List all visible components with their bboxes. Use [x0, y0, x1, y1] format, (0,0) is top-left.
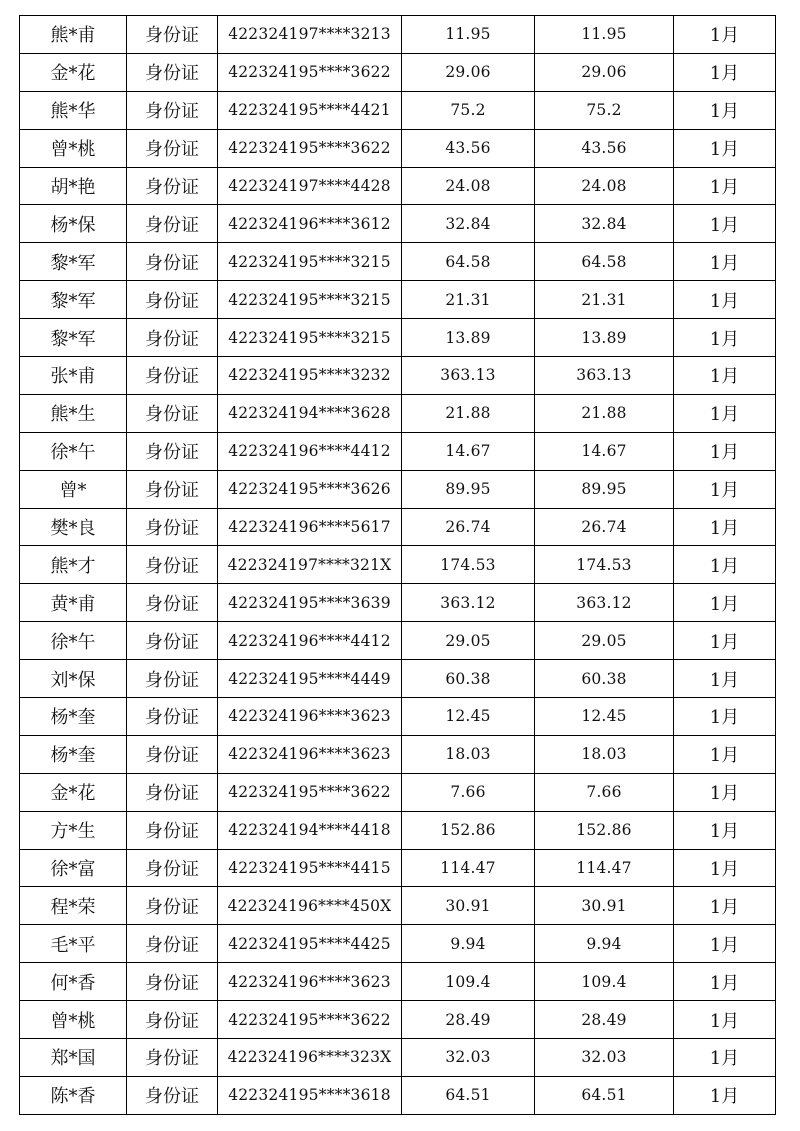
cell-doc-type: 身份证 [127, 1076, 218, 1114]
cell-doc-type: 身份证 [127, 698, 218, 736]
cell-id-number: 422324196****3623 [218, 698, 402, 736]
cell-month: 1月 [674, 91, 776, 129]
table-row [20, 53, 776, 91]
cell-amount-paid: 18.03 [535, 735, 674, 773]
cell-amount: 7.66 [402, 773, 535, 811]
cell-month: 1月 [674, 773, 776, 811]
cell-doc-type: 身份证 [127, 205, 218, 243]
cell-doc-type: 身份证 [127, 470, 218, 508]
cell-name: 何*香 [20, 963, 127, 1001]
cell-amount: 32.03 [402, 1039, 535, 1077]
cell-amount-paid: 152.86 [535, 811, 674, 849]
cell-name: 熊*生 [20, 394, 127, 432]
table-row [20, 129, 776, 167]
cell-amount-paid: 24.08 [535, 167, 674, 205]
table-row [20, 470, 776, 508]
cell-id-number: 422324195****3622 [218, 773, 402, 811]
cell-name: 金*花 [20, 773, 127, 811]
cell-amount-paid: 11.95 [535, 16, 674, 54]
table-row [20, 394, 776, 432]
table-row [20, 584, 776, 622]
cell-doc-type: 身份证 [127, 1039, 218, 1077]
cell-amount: 363.13 [402, 357, 535, 395]
cell-id-number: 422324195****3626 [218, 470, 402, 508]
cell-amount: 12.45 [402, 698, 535, 736]
table-row [20, 698, 776, 736]
table-row [20, 811, 776, 849]
subsidy-table [19, 15, 776, 1115]
cell-id-number: 422324195****3215 [218, 243, 402, 281]
cell-amount-paid: 60.38 [535, 660, 674, 698]
cell-doc-type: 身份证 [127, 546, 218, 584]
cell-name: 方*生 [20, 811, 127, 849]
cell-doc-type: 身份证 [127, 773, 218, 811]
cell-id-number: 422324195****3622 [218, 53, 402, 91]
cell-amount-paid: 21.88 [535, 394, 674, 432]
cell-doc-type: 身份证 [127, 735, 218, 773]
table-row [20, 773, 776, 811]
cell-amount: 14.67 [402, 432, 535, 470]
table-row [20, 1001, 776, 1039]
cell-month: 1月 [674, 660, 776, 698]
cell-id-number: 422324194****4418 [218, 811, 402, 849]
cell-amount: 363.12 [402, 584, 535, 622]
cell-id-number: 422324196****3623 [218, 963, 402, 1001]
cell-month: 1月 [674, 205, 776, 243]
cell-id-number: 422324195****3622 [218, 1001, 402, 1039]
cell-amount: 29.05 [402, 622, 535, 660]
cell-month: 1月 [674, 735, 776, 773]
table-row [20, 319, 776, 357]
cell-amount-paid: 43.56 [535, 129, 674, 167]
cell-name: 张*甫 [20, 357, 127, 395]
cell-id-number: 422324197****4428 [218, 167, 402, 205]
cell-amount: 152.86 [402, 811, 535, 849]
cell-amount: 60.38 [402, 660, 535, 698]
table-row [20, 205, 776, 243]
cell-name: 金*花 [20, 53, 127, 91]
cell-amount: 109.4 [402, 963, 535, 1001]
cell-name: 曾* [20, 470, 127, 508]
cell-month: 1月 [674, 963, 776, 1001]
cell-name: 程*荣 [20, 887, 127, 925]
cell-amount-paid: 75.2 [535, 91, 674, 129]
table-row [20, 887, 776, 925]
cell-name: 熊*才 [20, 546, 127, 584]
cell-id-number: 422324196****4412 [218, 432, 402, 470]
cell-doc-type: 身份证 [127, 281, 218, 319]
cell-doc-type: 身份证 [127, 508, 218, 546]
cell-doc-type: 身份证 [127, 357, 218, 395]
cell-name: 黄*甫 [20, 584, 127, 622]
cell-id-number: 422324194****3628 [218, 394, 402, 432]
cell-doc-type: 身份证 [127, 16, 218, 54]
cell-id-number: 422324195****3618 [218, 1076, 402, 1114]
cell-name: 杨*奎 [20, 698, 127, 736]
table-row [20, 735, 776, 773]
cell-amount: 9.94 [402, 925, 535, 963]
cell-name: 胡*艳 [20, 167, 127, 205]
cell-amount-paid: 29.06 [535, 53, 674, 91]
cell-name: 刘*保 [20, 660, 127, 698]
cell-amount-paid: 21.31 [535, 281, 674, 319]
table-row [20, 91, 776, 129]
cell-name: 黎*军 [20, 319, 127, 357]
table-row [20, 925, 776, 963]
cell-id-number: 422324196****3612 [218, 205, 402, 243]
table-row [20, 432, 776, 470]
cell-amount: 13.89 [402, 319, 535, 357]
cell-month: 1月 [674, 546, 776, 584]
cell-month: 1月 [674, 319, 776, 357]
cell-id-number: 422324195****4425 [218, 925, 402, 963]
cell-id-number: 422324197****321X [218, 546, 402, 584]
cell-id-number: 422324196****450X [218, 887, 402, 925]
cell-amount: 11.95 [402, 16, 535, 54]
cell-amount-paid: 363.13 [535, 357, 674, 395]
cell-name: 杨*保 [20, 205, 127, 243]
cell-amount: 24.08 [402, 167, 535, 205]
cell-doc-type: 身份证 [127, 811, 218, 849]
cell-month: 1月 [674, 1039, 776, 1077]
cell-doc-type: 身份证 [127, 432, 218, 470]
cell-month: 1月 [674, 849, 776, 887]
cell-month: 1月 [674, 1001, 776, 1039]
cell-amount-paid: 28.49 [535, 1001, 674, 1039]
cell-month: 1月 [674, 16, 776, 54]
cell-month: 1月 [674, 508, 776, 546]
cell-name: 徐*午 [20, 622, 127, 660]
table-row [20, 281, 776, 319]
cell-id-number: 422324195****3215 [218, 319, 402, 357]
cell-amount: 64.51 [402, 1076, 535, 1114]
table-row [20, 963, 776, 1001]
cell-amount: 18.03 [402, 735, 535, 773]
cell-month: 1月 [674, 698, 776, 736]
table-row [20, 660, 776, 698]
cell-doc-type: 身份证 [127, 167, 218, 205]
cell-month: 1月 [674, 1076, 776, 1114]
cell-amount-paid: 114.47 [535, 849, 674, 887]
cell-month: 1月 [674, 129, 776, 167]
cell-name: 毛*平 [20, 925, 127, 963]
cell-id-number: 422324197****3213 [218, 16, 402, 54]
cell-doc-type: 身份证 [127, 963, 218, 1001]
cell-id-number: 422324195****3622 [218, 129, 402, 167]
cell-id-number: 422324196****4412 [218, 622, 402, 660]
cell-name: 郑*国 [20, 1039, 127, 1077]
cell-doc-type: 身份证 [127, 129, 218, 167]
cell-doc-type: 身份证 [127, 622, 218, 660]
cell-name: 陈*香 [20, 1076, 127, 1114]
cell-id-number: 422324196****5617 [218, 508, 402, 546]
cell-doc-type: 身份证 [127, 394, 218, 432]
cell-name: 熊*甫 [20, 16, 127, 54]
cell-month: 1月 [674, 925, 776, 963]
cell-month: 1月 [674, 470, 776, 508]
cell-amount-paid: 12.45 [535, 698, 674, 736]
cell-doc-type: 身份证 [127, 849, 218, 887]
cell-amount-paid: 109.4 [535, 963, 674, 1001]
cell-month: 1月 [674, 243, 776, 281]
cell-amount-paid: 174.53 [535, 546, 674, 584]
cell-name: 黎*军 [20, 243, 127, 281]
cell-name: 徐*午 [20, 432, 127, 470]
cell-amount: 89.95 [402, 470, 535, 508]
cell-amount: 75.2 [402, 91, 535, 129]
cell-id-number: 422324196****3623 [218, 735, 402, 773]
cell-id-number: 422324195****4421 [218, 91, 402, 129]
cell-amount-paid: 32.84 [535, 205, 674, 243]
table-row [20, 1039, 776, 1077]
cell-month: 1月 [674, 811, 776, 849]
cell-doc-type: 身份证 [127, 584, 218, 622]
cell-amount: 21.31 [402, 281, 535, 319]
cell-doc-type: 身份证 [127, 53, 218, 91]
cell-month: 1月 [674, 394, 776, 432]
cell-amount: 30.91 [402, 887, 535, 925]
cell-id-number: 422324195****3639 [218, 584, 402, 622]
table-row [20, 357, 776, 395]
cell-amount-paid: 363.12 [535, 584, 674, 622]
cell-amount-paid: 89.95 [535, 470, 674, 508]
cell-doc-type: 身份证 [127, 91, 218, 129]
cell-amount-paid: 29.05 [535, 622, 674, 660]
cell-id-number: 422324195****3215 [218, 281, 402, 319]
cell-name: 徐*富 [20, 849, 127, 887]
cell-amount: 21.88 [402, 394, 535, 432]
table-row [20, 546, 776, 584]
cell-name: 曾*桃 [20, 129, 127, 167]
cell-amount-paid: 64.51 [535, 1076, 674, 1114]
cell-doc-type: 身份证 [127, 1001, 218, 1039]
cell-name: 曾*桃 [20, 1001, 127, 1039]
cell-doc-type: 身份证 [127, 887, 218, 925]
cell-amount-paid: 14.67 [535, 432, 674, 470]
cell-amount: 64.58 [402, 243, 535, 281]
cell-amount: 29.06 [402, 53, 535, 91]
cell-id-number: 422324195****3232 [218, 357, 402, 395]
cell-month: 1月 [674, 281, 776, 319]
cell-id-number: 422324196****323X [218, 1039, 402, 1077]
table-row [20, 167, 776, 205]
cell-name: 熊*华 [20, 91, 127, 129]
cell-month: 1月 [674, 584, 776, 622]
cell-amount-paid: 30.91 [535, 887, 674, 925]
cell-name: 杨*奎 [20, 735, 127, 773]
cell-amount: 114.47 [402, 849, 535, 887]
table-row [20, 16, 776, 54]
cell-amount-paid: 26.74 [535, 508, 674, 546]
cell-name: 黎*军 [20, 281, 127, 319]
cell-month: 1月 [674, 53, 776, 91]
cell-amount: 32.84 [402, 205, 535, 243]
cell-doc-type: 身份证 [127, 243, 218, 281]
cell-doc-type: 身份证 [127, 319, 218, 357]
cell-amount: 174.53 [402, 546, 535, 584]
cell-amount: 28.49 [402, 1001, 535, 1039]
cell-amount-paid: 32.03 [535, 1039, 674, 1077]
cell-amount: 43.56 [402, 129, 535, 167]
cell-month: 1月 [674, 622, 776, 660]
cell-amount-paid: 7.66 [535, 773, 674, 811]
cell-month: 1月 [674, 167, 776, 205]
cell-doc-type: 身份证 [127, 660, 218, 698]
cell-id-number: 422324195****4415 [218, 849, 402, 887]
table-row [20, 1076, 776, 1114]
cell-name: 樊*良 [20, 508, 127, 546]
cell-amount-paid: 9.94 [535, 925, 674, 963]
cell-month: 1月 [674, 357, 776, 395]
cell-amount-paid: 64.58 [535, 243, 674, 281]
cell-month: 1月 [674, 887, 776, 925]
cell-doc-type: 身份证 [127, 925, 218, 963]
table-row [20, 508, 776, 546]
cell-amount-paid: 13.89 [535, 319, 674, 357]
table-row [20, 243, 776, 281]
table-body [20, 16, 776, 1115]
cell-month: 1月 [674, 432, 776, 470]
table-row [20, 849, 776, 887]
cell-amount: 26.74 [402, 508, 535, 546]
table-row [20, 622, 776, 660]
cell-id-number: 422324195****4449 [218, 660, 402, 698]
